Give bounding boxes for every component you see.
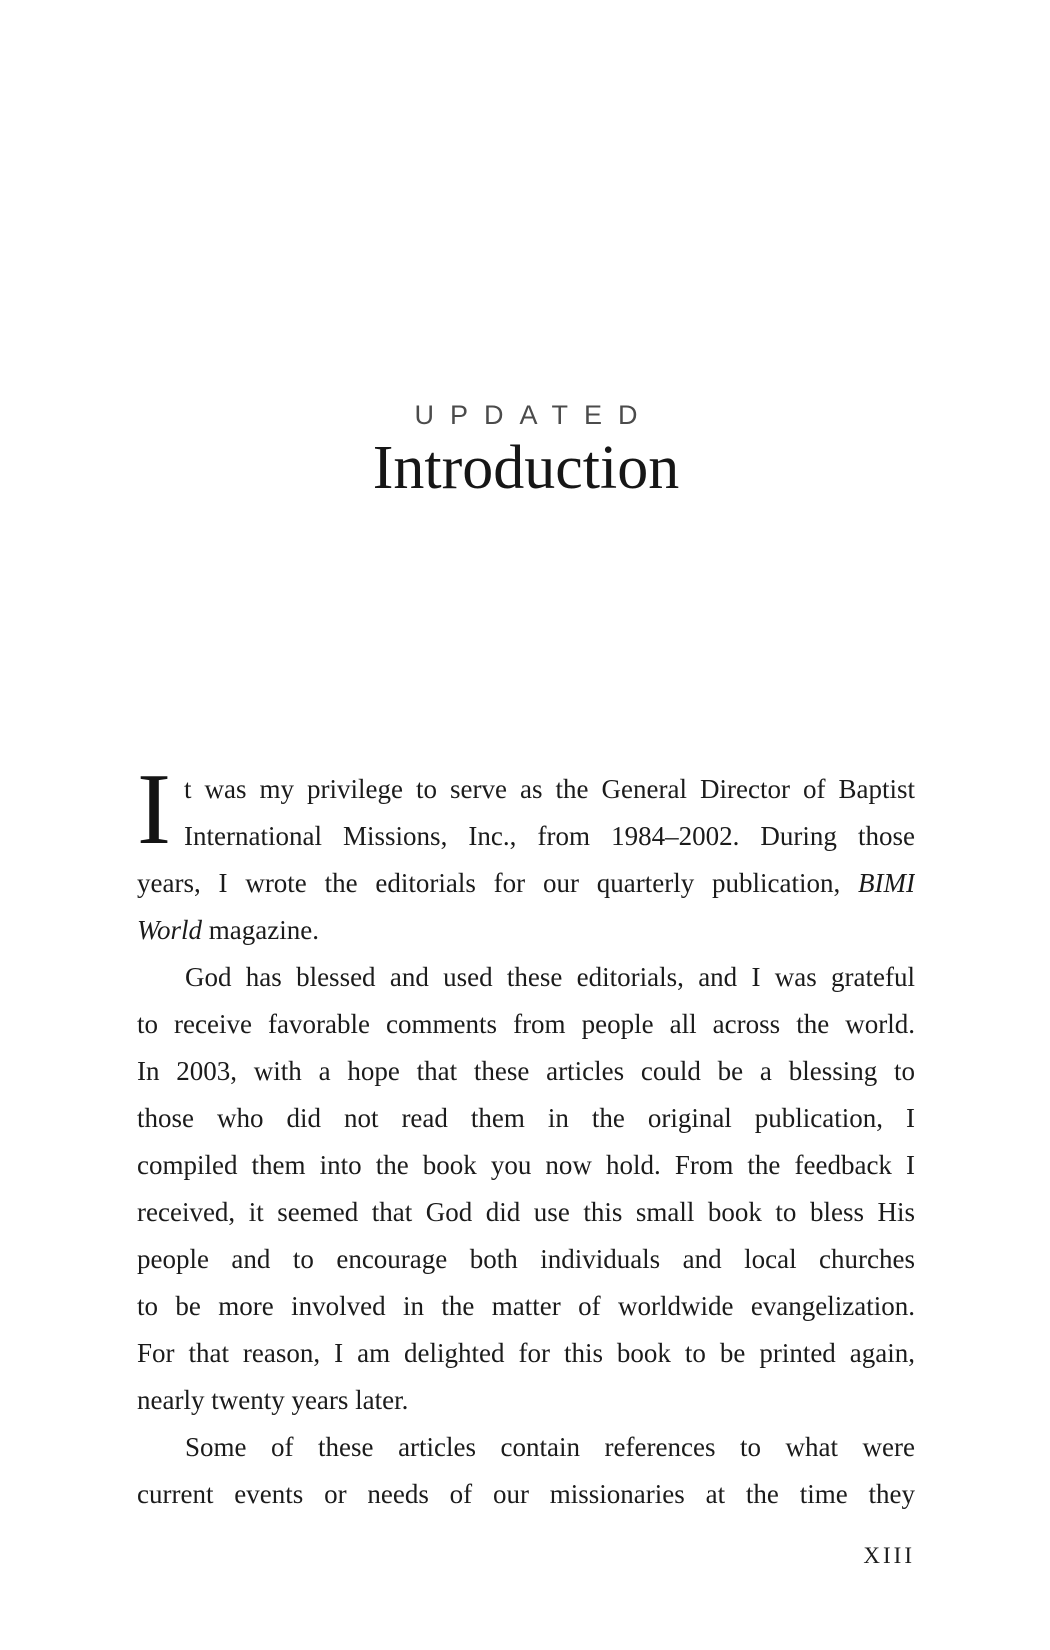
body-segment: magazine. (202, 915, 319, 945)
body-line (137, 1189, 915, 1236)
body-segment-italic: World (137, 915, 203, 945)
body-line (137, 954, 915, 1001)
body-segment: t was my privilege to serve as the General Director of Baptist (184, 774, 915, 804)
body-line (137, 1330, 915, 1377)
body-line (137, 1095, 915, 1142)
body-segment-italic: BIMI (858, 868, 915, 898)
body-segment: to receive favorable comments from people all across the world. (137, 1009, 915, 1039)
chapter-kicker: UPDATED (414, 400, 654, 430)
body-text (137, 753, 915, 1518)
body-segment: For that reason, I am delighted for this book to be printed again, (137, 1338, 915, 1368)
body-segment: In 2003, with a hope that these articles could be a blessing to (137, 1056, 915, 1086)
body-line (137, 1377, 915, 1424)
body-segment: those who did not read them in the original publication, I (137, 1103, 915, 1133)
body-line (137, 1424, 915, 1471)
body-line (184, 766, 915, 813)
body-segment: compiled them into the book you now hold. From the feedback I (137, 1150, 915, 1180)
body-segment: International Missions, Inc., from 1984–2002. During those (184, 821, 915, 851)
body-segment: received, it seemed that God did use this small book to bless His (137, 1197, 915, 1227)
body-segment: God has blessed and used these editorials, and I was grateful (185, 962, 915, 992)
body-segment: Some of these articles contain references to what were (185, 1432, 915, 1462)
body-line (137, 1471, 915, 1518)
body-segment: current events or needs of our missionaries at the time they (137, 1479, 915, 1509)
body-line (137, 1001, 915, 1048)
body-line (184, 813, 915, 860)
body-line (137, 1236, 915, 1283)
body-line (137, 860, 915, 907)
drop-cap: I (137, 753, 171, 866)
body-line (137, 1048, 915, 1095)
page-number: XIII (863, 1543, 915, 1568)
body-segment: nearly twenty years later. (137, 1385, 409, 1415)
body-segment: to be more involved in the matter of worldwide evangelization. (137, 1291, 915, 1321)
body-segment: people and to encourage both individuals and local churches (137, 1244, 915, 1274)
body-segment: years, I wrote the editorials for our quarterly publication, (137, 868, 859, 898)
body-line (137, 1283, 915, 1330)
body-line (137, 907, 915, 954)
chapter-heading (137, 400, 915, 500)
body-line (137, 1142, 915, 1189)
chapter-title: Introduction (372, 434, 680, 502)
